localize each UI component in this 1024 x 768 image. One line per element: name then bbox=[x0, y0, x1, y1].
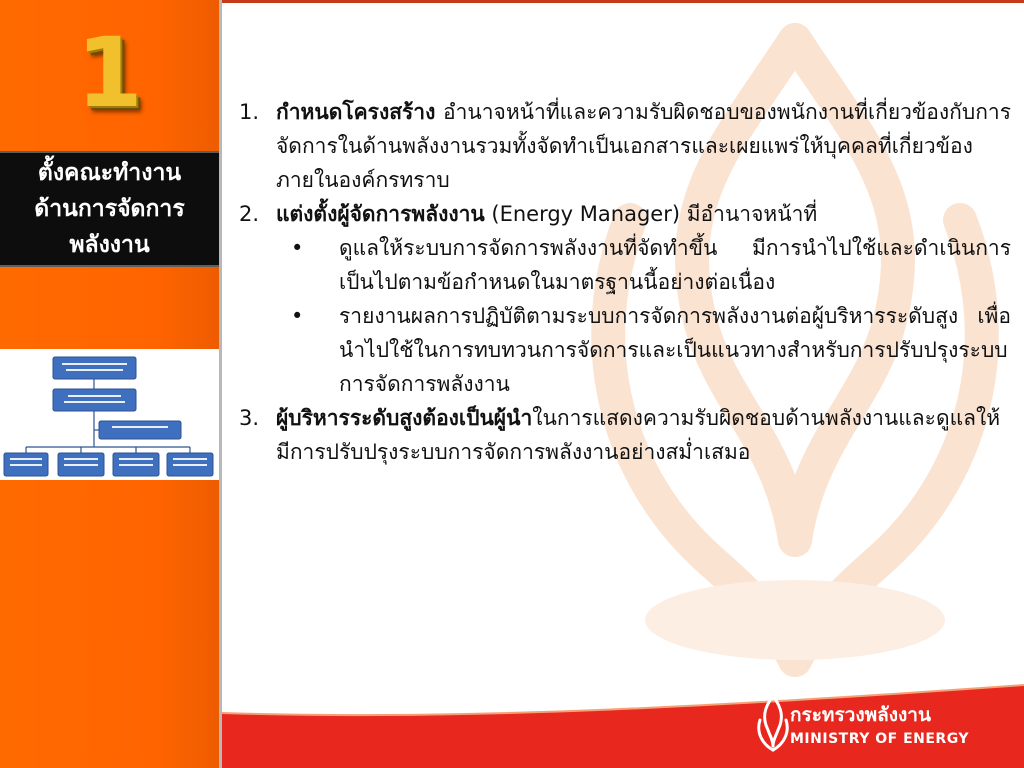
item-number: 2. bbox=[239, 202, 260, 226]
top-border-line bbox=[222, 0, 1024, 3]
item-number: 3. bbox=[239, 406, 260, 430]
item-number: 1. bbox=[239, 100, 260, 124]
org-chart-image bbox=[0, 349, 219, 480]
org-chart-graphic bbox=[0, 349, 219, 480]
bullet-text: รายงานผลการปฏิบัติตามระบบการจัดการพลังงานต่อผู้บริหารระดับสูง เพื่อนำไปใช้ในการทบทวนการจัดการและเป็นแนวทางสำหรับการปรับปรุงระบบการจัดการพลังงาน bbox=[339, 304, 1011, 396]
flame-logo-icon bbox=[756, 692, 790, 754]
item-heading: แต่งตั้งผู้จัดการพลังงาน bbox=[276, 202, 485, 226]
list-item-2 bbox=[239, 197, 1011, 231]
ministry-name-thai: กระทรวงพลังงาน bbox=[790, 704, 931, 726]
ministry-name-english: MINISTRY OF ENERGY bbox=[790, 731, 970, 747]
item-text: (Energy Manager) มีอำนาจหน้าที่ bbox=[484, 202, 818, 226]
item-text: ในการแสดงความรับผิดชอบด้านพลังงานและดูแลให้มีการปรับปรุงระบบการจัดการพลังงานอย่างสม่ำเสมอ bbox=[276, 406, 1001, 464]
bullet-item-1 bbox=[239, 231, 1011, 299]
main-content bbox=[239, 95, 1011, 469]
bullet-icon: • bbox=[291, 304, 304, 328]
item-heading: ผู้บริหารระดับสูงต้องเป็นผู้นำ bbox=[276, 406, 533, 430]
item-heading: กำหนดโครงสร้าง bbox=[276, 100, 436, 124]
bullet-item-2 bbox=[239, 299, 1011, 401]
list-item-3 bbox=[239, 401, 1011, 469]
sidebar-title: ตั้งคณะทำงาน ด้านการจัดการ พลังงาน bbox=[0, 151, 219, 267]
item-text: อำนาจหน้าที่และความรับผิดชอบของพนักงานที่เกี่ยวข้องกับการจัดการในด้านพลังงานรวมทั้งจัดทำเป็นเอกสารและเผยแพร่ให้บุคคลที่เกี่ยวข้องภายในองค์กรทราบ bbox=[276, 100, 1011, 192]
bullet-text: ดูแลให้ระบบการจัดการพลังงานที่จัดทำขึ้น มีการนำไปใช้และดำเนินการเป็นไปตามข้อกำหนดในมาตรฐานนี้อย่างต่อเนื่อง bbox=[339, 236, 1011, 294]
step-number: 1 bbox=[76, 17, 143, 129]
panel-divider bbox=[219, 0, 222, 768]
bullet-icon: • bbox=[291, 236, 304, 260]
list-item-1 bbox=[239, 95, 1011, 197]
